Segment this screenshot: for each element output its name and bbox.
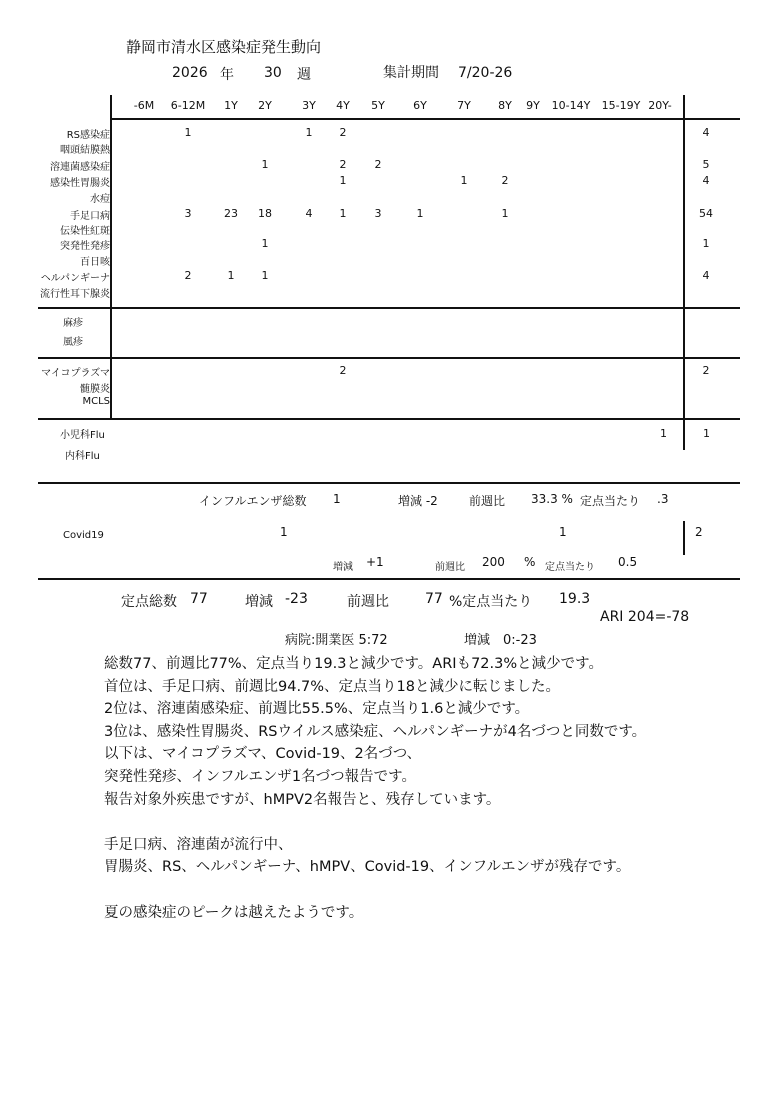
period-value: 7/20-26	[458, 65, 513, 81]
row-total: 1	[702, 237, 710, 250]
column-header: 9Y	[526, 99, 540, 112]
row-label: RS感染症	[66, 130, 110, 141]
ped-flu-total: 1	[703, 427, 710, 440]
hospital-change: 増減 0:-23	[464, 633, 537, 648]
table-cell: 2	[339, 126, 347, 139]
commentary	[104, 653, 744, 924]
commentary-line: 夏の感染症のピークは越えたようです。	[104, 904, 364, 921]
row-label: 手足口病	[70, 211, 110, 222]
summary-ratio-label: 前週比	[347, 594, 389, 610]
column-header: 1Y	[224, 99, 238, 112]
table-header-line	[110, 118, 740, 120]
table-cell: 3	[374, 207, 382, 220]
covid-count-a: 1	[280, 525, 288, 539]
table-cell: 2	[339, 158, 347, 171]
column-header: 7Y	[457, 99, 471, 112]
commentary-line: 胃腸炎、RS、ヘルパンギーナ、hMPV、Covid-19、インフルエンザが残存です。	[104, 859, 631, 876]
column-header: 6-12M	[170, 99, 206, 112]
table-cell: 1	[227, 269, 235, 282]
group-divider-2	[38, 357, 740, 359]
report-year: 2026	[172, 65, 208, 81]
table-cell: 2	[374, 158, 382, 171]
commentary-line: 首位は、手足口病、前週比94.7%、定点当り18と減少に転じました。	[104, 678, 561, 695]
table-cell: 18	[258, 207, 272, 220]
table-cell: 2	[184, 269, 192, 282]
covid-total-divider	[683, 521, 685, 555]
column-header: 4Y	[336, 99, 350, 112]
covid-change-value: +1	[366, 555, 384, 569]
column-header: 20Y-	[648, 99, 672, 112]
report-week-unit: 週	[297, 67, 311, 83]
covid-per-value: 0.5	[618, 555, 638, 569]
table-left-border	[110, 95, 112, 418]
ped-flu-count: 1	[660, 427, 667, 440]
flu-change: 増減 -2	[398, 494, 438, 508]
row-label: 咽頭結膜熱	[60, 145, 110, 156]
covid-total: 2	[695, 525, 703, 539]
row-label: 溶連菌感染症	[50, 162, 110, 173]
column-header: -6M	[133, 99, 155, 112]
summary-per-label: %定点当たり	[449, 594, 533, 610]
table-cell: 23	[224, 207, 238, 220]
flu-ratio-label: 前週比	[469, 494, 506, 508]
report-week: 30	[264, 65, 282, 81]
column-header: 2Y	[258, 99, 272, 112]
summary-change-label: 増減	[245, 594, 273, 610]
report-year-unit: 年	[220, 67, 234, 83]
row-label: 百日咳	[80, 257, 110, 268]
table-cell: 1	[261, 269, 269, 282]
row-label: MCLS	[82, 396, 110, 407]
group-divider-1	[38, 307, 740, 309]
row-total: 54	[699, 207, 713, 220]
period-label: 集計期間	[383, 65, 439, 81]
covid-change-label: 増減	[333, 562, 353, 573]
row-label-ped-flu: 小児科Flu	[60, 430, 105, 441]
row-label-rubella: 風疹	[63, 337, 83, 348]
row-label-measles: 麻疹	[63, 318, 83, 329]
commentary-line: 手足口病、溶連菌が流行中、	[104, 836, 293, 853]
covid-label: Covid19	[63, 530, 104, 541]
row-label: 突発性発疹	[60, 241, 110, 252]
commentary-line: 2位は、溶連菌感染症、前週比55.5%、定点当り1.6と減少です。	[104, 701, 530, 718]
covid-ratio-unit: %	[524, 555, 536, 569]
table-cell: 2	[339, 364, 347, 377]
summary-total-value: 77	[190, 591, 208, 607]
row-label: 水痘	[90, 194, 110, 205]
row-total: 4	[702, 269, 710, 282]
covid-ratio-label: 前週比	[435, 562, 465, 573]
summary-ratio-value: 77	[425, 591, 443, 607]
table-cell: 1	[460, 174, 468, 187]
row-label: 流行性耳下腺炎	[40, 289, 110, 300]
covid-count-b: 1	[559, 525, 567, 539]
table-cell: 2	[501, 174, 509, 187]
table-cell: 1	[339, 174, 347, 187]
covid-divider	[38, 578, 740, 580]
flu-per-value: .3	[657, 492, 669, 506]
commentary-line: 突発性発疹、インフルエンザ1名づつ報告です。	[104, 768, 416, 785]
row-total: 4	[702, 126, 710, 139]
report-title: 静岡市清水区感染症発生動向	[126, 38, 322, 56]
row-label: 感染性胃腸炎	[50, 178, 110, 189]
row-label: 伝染性紅斑	[60, 226, 110, 237]
table-cell: 1	[184, 126, 192, 139]
column-header: 3Y	[302, 99, 316, 112]
ari-value: ARI 204=-78	[600, 609, 690, 625]
table-cell: 1	[416, 207, 424, 220]
group-divider-3	[38, 418, 740, 420]
flu-total-value: 1	[333, 492, 341, 506]
row-total: 4	[702, 174, 710, 187]
table-cell: 1	[261, 158, 269, 171]
table-cell: 1	[261, 237, 269, 250]
commentary-line	[104, 879, 744, 902]
row-label: マイコプラズマ	[41, 368, 110, 379]
flu-ratio-value: 33.3 %	[531, 492, 573, 506]
flu-total-label: インフルエンザ総数	[199, 494, 307, 508]
table-cell: 1	[501, 207, 509, 220]
table-cell: 4	[305, 207, 313, 220]
commentary-line	[104, 811, 744, 834]
commentary-line: 総数77、前週比77%、定点当り19.3と減少です。ARIも72.3%と減少です。	[104, 656, 603, 672]
column-header: 6Y	[413, 99, 427, 112]
row-label: 髄膜炎	[80, 384, 110, 395]
column-header: 10-14Y	[551, 99, 591, 112]
flu-divider	[38, 482, 740, 484]
covid-ratio-value: 200	[482, 555, 505, 569]
row-total: 5	[702, 158, 710, 171]
row-label: ヘルパンギーナ	[40, 273, 110, 284]
summary-change-value: -23	[285, 591, 308, 607]
flu-per-label: 定点当たり	[580, 494, 641, 508]
column-header: 15-19Y	[601, 99, 641, 112]
summary-per-value: 19.3	[559, 591, 591, 607]
table-cell: 3	[184, 207, 192, 220]
table-cell: 1	[305, 126, 313, 139]
commentary-line: 報告対象外疾患ですが、hMPV2名報告と、残存しています。	[104, 791, 501, 808]
covid-per-label: 定点当たり	[545, 562, 595, 573]
commentary-line: 以下は、マイコプラズマ、Covid-19、2名づつ、	[104, 746, 422, 763]
column-header: 8Y	[498, 99, 512, 112]
row-label-int-flu: 内科Flu	[65, 451, 100, 462]
table-cell: 1	[339, 207, 347, 220]
commentary-line: 3位は、感染性胃腸炎、RSウイルス感染症、ヘルパンギーナが4名づつと同数です。	[104, 723, 647, 740]
column-header: 5Y	[371, 99, 385, 112]
summary-total-label: 定点総数	[121, 594, 177, 610]
table-total-divider	[683, 95, 685, 450]
row-total: 2	[702, 364, 710, 377]
hospital-ratio: 病院:開業医 5:72	[285, 633, 388, 648]
